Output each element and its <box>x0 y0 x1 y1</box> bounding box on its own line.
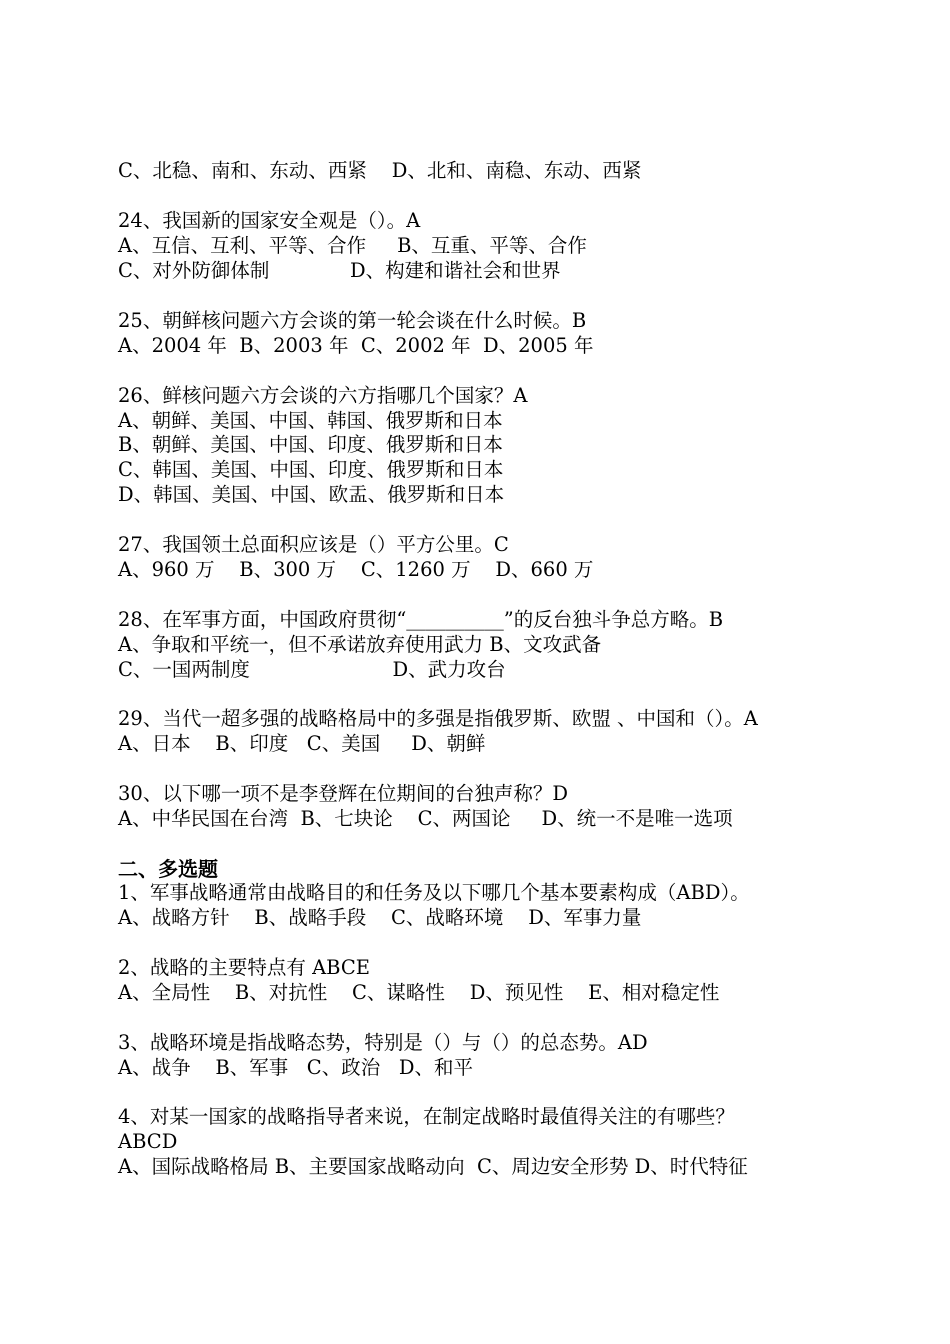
q23-options-cd: C、北稳、南和、东动、西紧 D、北和、南稳、东动、西紧 <box>118 159 642 182</box>
q24-options-ab: A、互信、互利、平等、合作 B、互重、平等、合作 <box>118 234 587 257</box>
section-heading-multiple-choice: 二、多选题 <box>118 857 218 881</box>
q26-option-b: B、朝鲜、美国、中国、印度、俄罗斯和日本 <box>118 433 503 456</box>
mq2-question: 2、战略的主要特点有 ABCE <box>118 956 371 979</box>
q24-question: 24、我国新的国家安全观是（）。A <box>118 209 421 232</box>
q29-question: 29、当代一超多强的战略格局中的多强是指俄罗斯、欧盟 、中国和（）。A <box>118 707 758 730</box>
mq3-question: 3、战略环境是指战略态势，特别是（）与（）的总态势。AD <box>118 1031 648 1054</box>
mq4-answer: ABCD <box>118 1130 178 1153</box>
q29-options: A、日本 B、印度 C、美国 D、朝鲜 <box>118 732 486 755</box>
q27-options: A、960 万 B、300 万 C、1260 万 D、660 万 <box>118 558 594 581</box>
mq4-question: 4、对某一国家的战略指导者来说，在制定战略时最值得关注的有哪些？ <box>118 1105 735 1128</box>
mq2-options: A、全局性 B、对抗性 C、谋略性 D、预见性 E、相对稳定性 <box>118 981 720 1004</box>
q28-question: 28、在军事方面，中国政府贯彻“__________”的反台独斗争总方略。B <box>118 608 724 631</box>
q25-options: A、2004 年 B、2003 年 C、2002 年 D、2005 年 <box>118 334 594 357</box>
mq3-options: A、战争 B、军事 C、政治 D、和平 <box>118 1056 473 1079</box>
q26-option-c: C、韩国、美国、中国、印度、俄罗斯和日本 <box>118 458 504 481</box>
q30-options: A、中华民国在台湾 B、七块论 C、两国论 D、统一不是唯一选项 <box>118 807 733 830</box>
q28-options-ab: A、争取和平统一，但不承诺放弃使用武力 B、文攻武备 <box>118 633 602 656</box>
q25-question: 25、朝鲜核问题六方会谈的第一轮会谈在什么时候。B <box>118 309 587 332</box>
q26-option-a: A、朝鲜、美国、中国、韩国、俄罗斯和日本 <box>118 409 503 432</box>
q24-options-cd: C、对外防御体制 D、构建和谐社会和世界 <box>118 259 561 282</box>
q30-question: 30、以下哪一项不是李登辉在位期间的台独声称？D <box>118 782 568 805</box>
mq4-options: A、国际战略格局 B、主要国家战略动向 C、周边安全形势 D、时代特征 <box>118 1155 748 1178</box>
q26-option-d: D、韩国、美国、中国、欧盂、俄罗斯和日本 <box>118 483 505 506</box>
q27-question: 27、我国领土总面积应该是（）平方公里。C <box>118 533 509 556</box>
mq1-question: 1、军事战略通常由战略目的和任务及以下哪几个基本要素构成（ABD）。 <box>118 881 750 904</box>
q26-question: 26、鲜核问题六方会谈的六方指哪几个国家？A <box>118 384 528 407</box>
q28-options-cd: C、一国两制度 D、武力攻台 <box>118 658 506 681</box>
mq1-options: A、战略方针 B、战略手段 C、战略环境 D、军事力量 <box>118 906 642 929</box>
